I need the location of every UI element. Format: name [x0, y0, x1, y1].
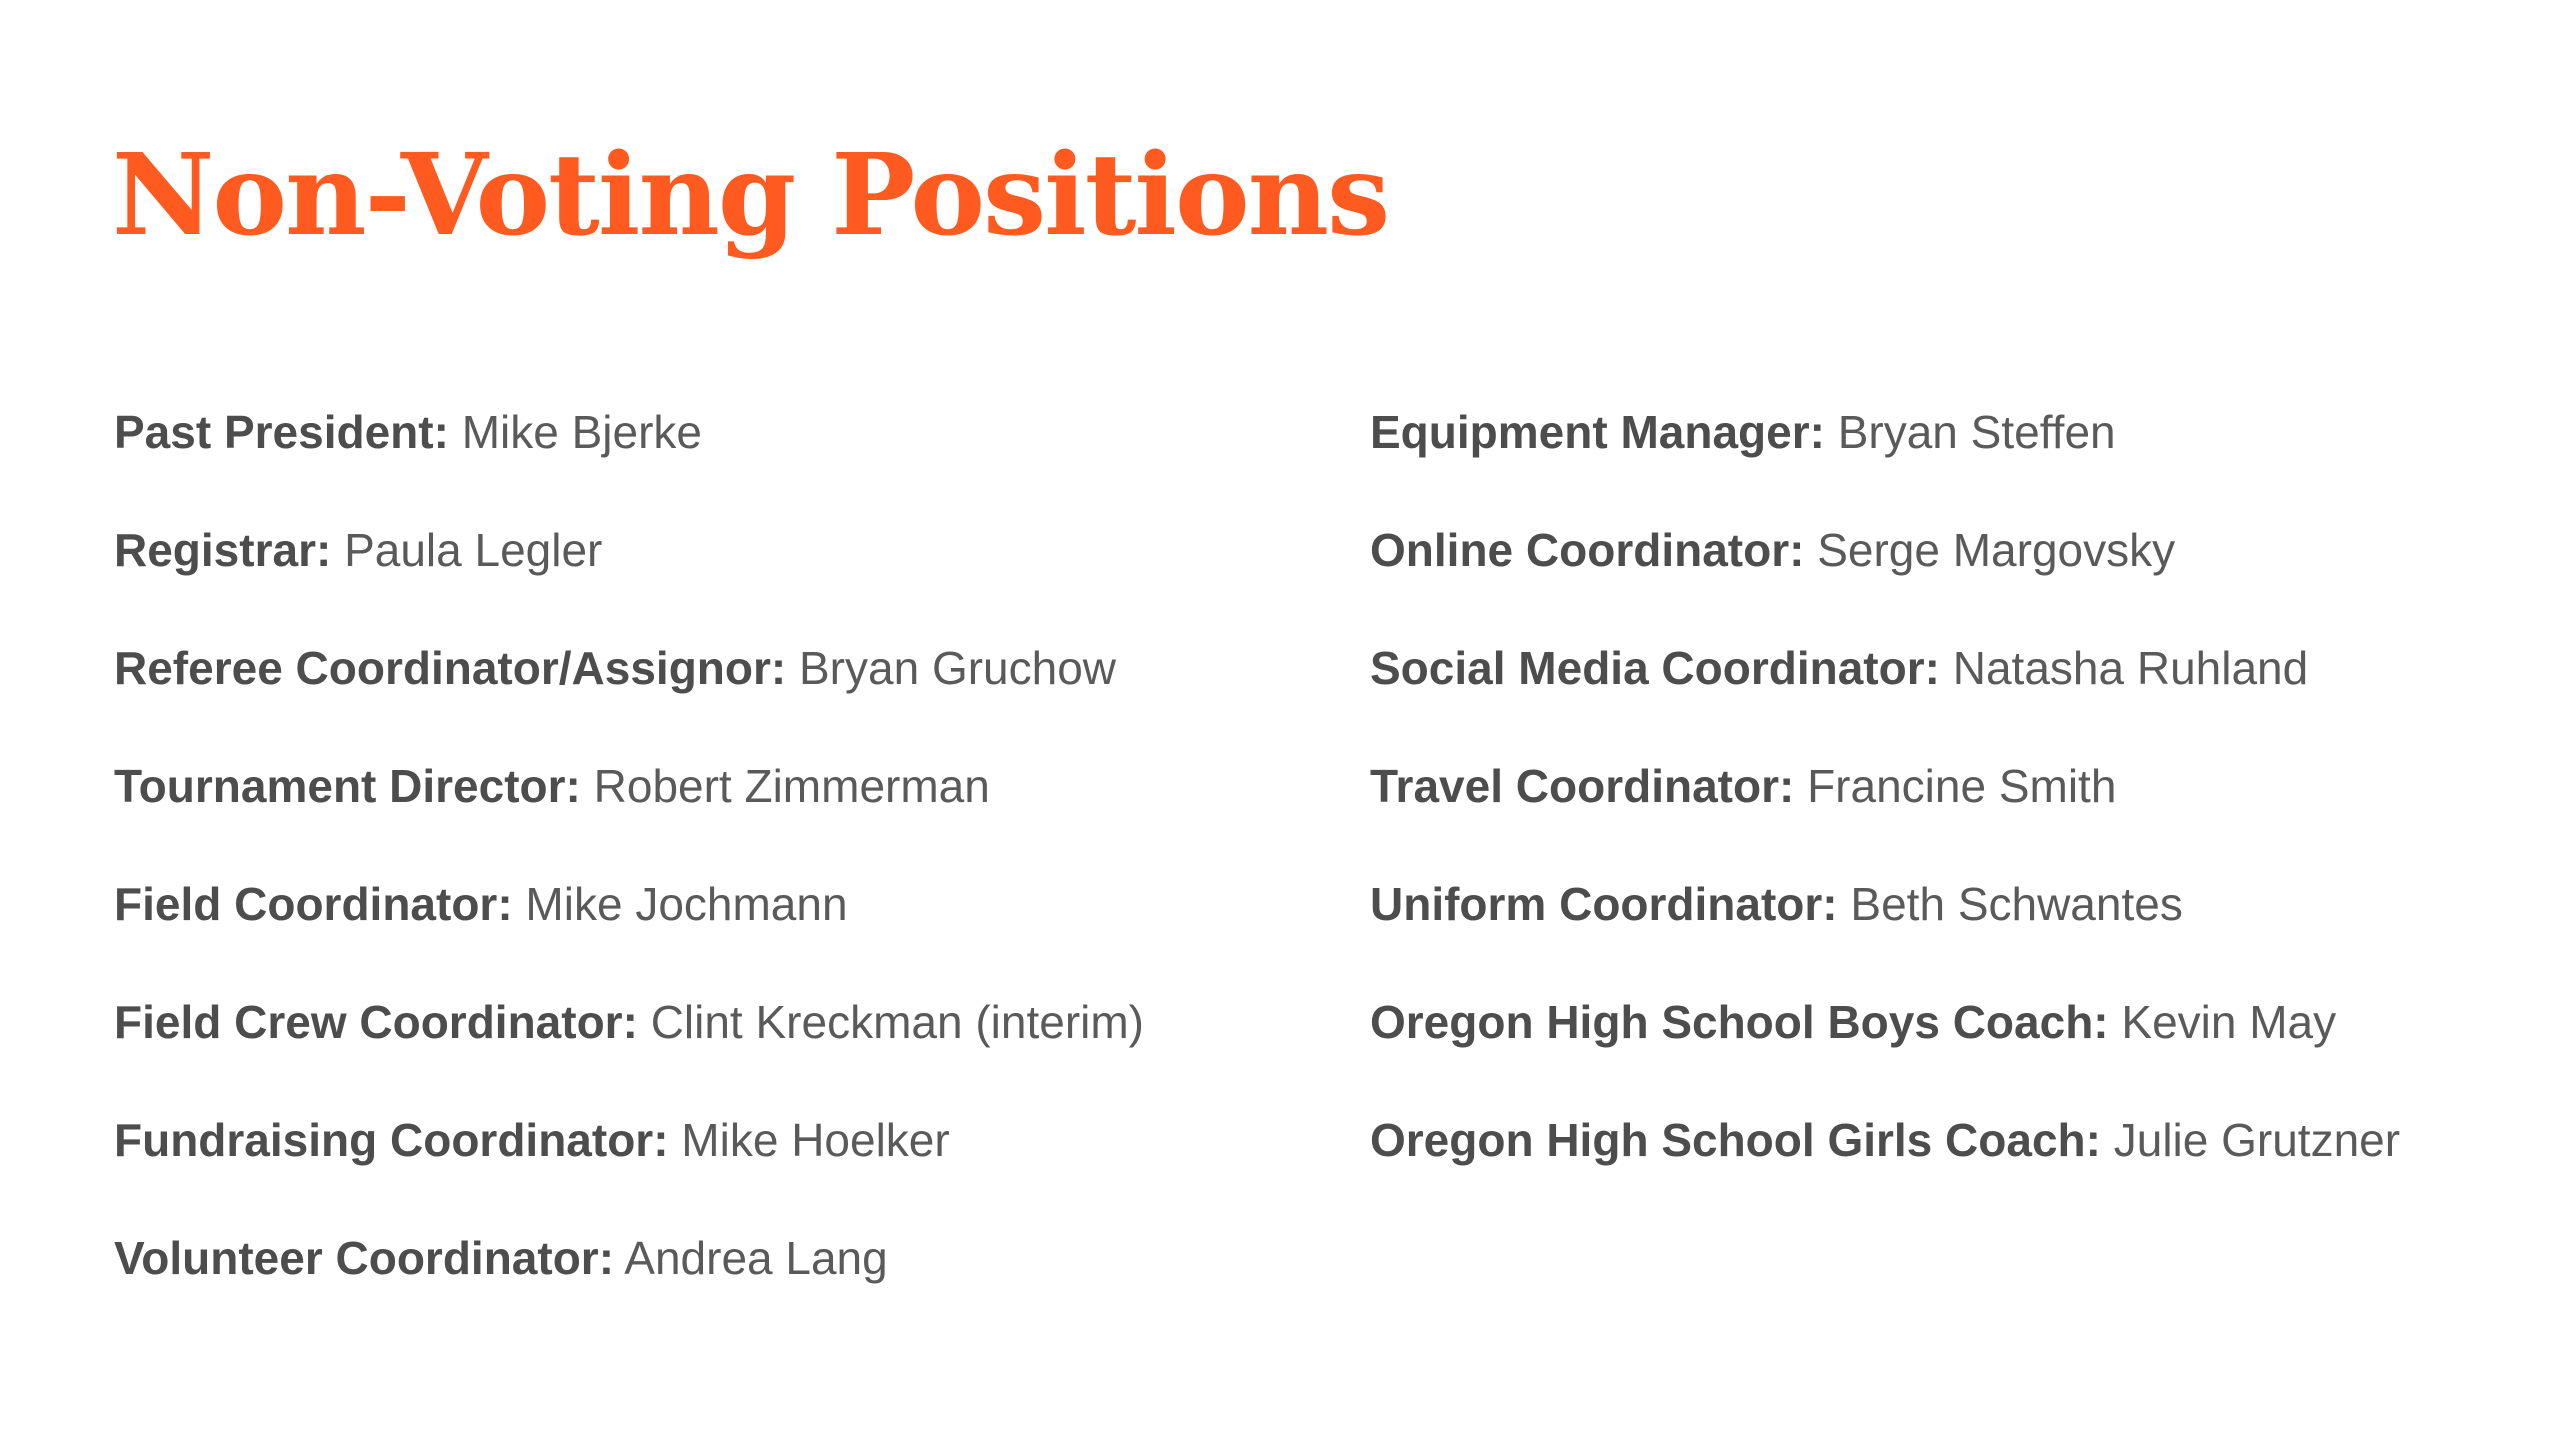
position-entry	[1370, 404, 2400, 522]
position-holder: Mike Jochmann	[525, 878, 848, 930]
position-entry	[1370, 876, 2400, 994]
position-holder: Mike Bjerke	[461, 406, 702, 458]
position-entry	[114, 758, 1144, 876]
position-role: Fundraising Coordinator:	[114, 1114, 669, 1166]
position-role: Social Media Coordinator:	[1370, 642, 1940, 694]
position-entry	[114, 1230, 1144, 1348]
position-role: Field Coordinator:	[114, 878, 513, 930]
position-entry	[114, 994, 1144, 1112]
position-entry	[114, 1112, 1144, 1230]
position-holder: Serge Margovsky	[1817, 524, 2176, 576]
position-role: Oregon High School Girls Coach:	[1370, 1114, 2101, 1166]
position-entry	[1370, 1112, 2400, 1230]
position-holder: Andrea Lang	[624, 1232, 888, 1284]
position-role: Tournament Director:	[114, 760, 581, 812]
position-entry	[1370, 640, 2400, 758]
position-role: Field Crew Coordinator:	[114, 996, 638, 1048]
position-holder: Natasha Ruhland	[1952, 642, 2309, 694]
position-entry	[1370, 758, 2400, 876]
position-holder: Beth Schwantes	[1850, 878, 2183, 930]
position-role: Equipment Manager:	[1370, 406, 1825, 458]
position-entry	[1370, 522, 2400, 640]
position-role: Travel Coordinator:	[1370, 760, 1795, 812]
position-role: Past President:	[114, 406, 449, 458]
position-entry	[1370, 994, 2400, 1112]
position-holder: Francine Smith	[1807, 760, 2117, 812]
position-holder: Bryan Gruchow	[799, 642, 1117, 694]
position-holder: Julie Grutzner	[2113, 1114, 2401, 1166]
position-holder: Kevin May	[2121, 996, 2337, 1048]
left-position-list	[114, 404, 1144, 1348]
position-role: Volunteer Coordinator:	[114, 1232, 615, 1284]
position-holder: Bryan Steffen	[1837, 406, 2116, 458]
position-entry	[114, 640, 1144, 758]
position-role: Referee Coordinator/Assignor:	[114, 642, 787, 694]
position-holder: Clint Kreckman (interim)	[650, 996, 1144, 1048]
position-role: Uniform Coordinator:	[1370, 878, 1838, 930]
position-role: Oregon High School Boys Coach:	[1370, 996, 2109, 1048]
position-holder: Paula Legler	[344, 524, 603, 576]
position-role: Online Coordinator:	[1370, 524, 1805, 576]
position-role: Registrar:	[114, 524, 332, 576]
position-entry	[114, 404, 1144, 522]
position-holder: Mike Hoelker	[681, 1114, 950, 1166]
position-holder: Robert Zimmerman	[593, 760, 990, 812]
slide-title: Non-Voting Positions	[112, 130, 1389, 261]
right-position-list	[1370, 404, 2400, 1230]
position-entry	[114, 522, 1144, 640]
position-entry	[114, 876, 1144, 994]
